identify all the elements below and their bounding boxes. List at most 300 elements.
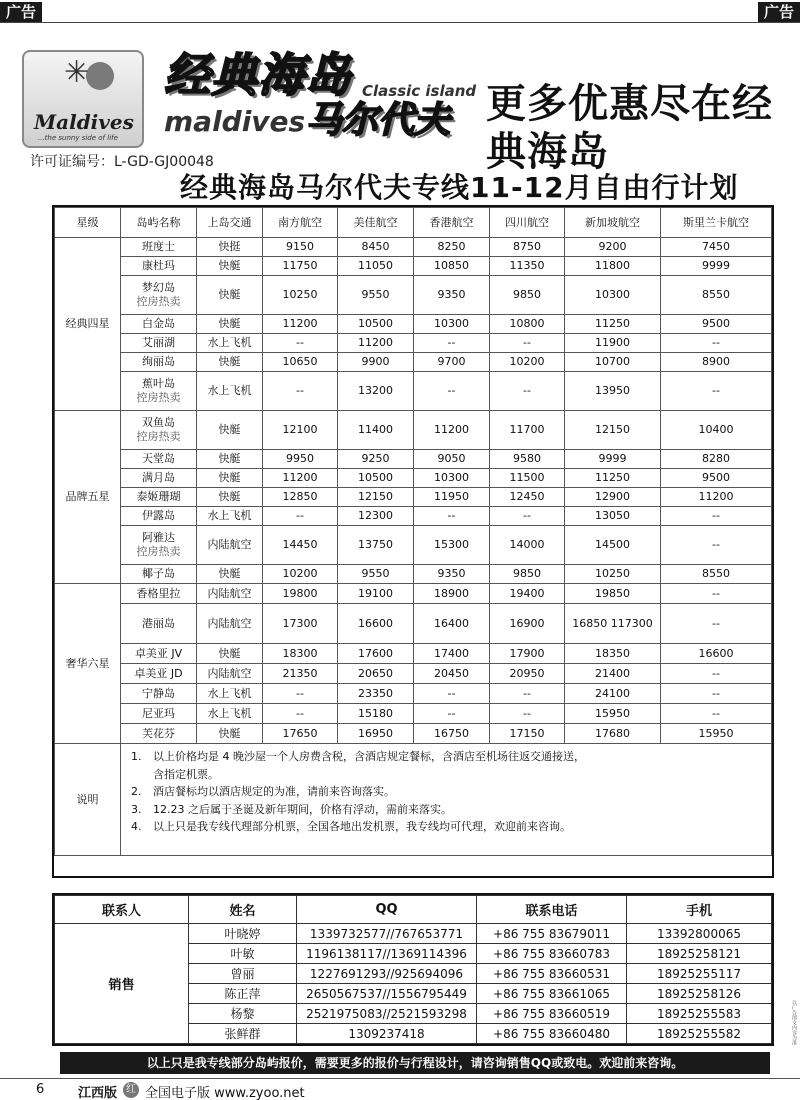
price-cell: -- xyxy=(490,334,565,353)
contact-name: 叶晓婷 xyxy=(189,924,297,944)
contact-phone: +86 755 83660480 xyxy=(477,1024,627,1044)
price-cell: -- xyxy=(490,507,565,526)
price-cell: 11950 xyxy=(414,488,490,507)
price-cell: 11200 xyxy=(263,315,338,334)
price-cell: 16850 117300 xyxy=(565,604,661,644)
price-cell: 15950 xyxy=(661,724,772,744)
price-cell: 11750 xyxy=(263,257,338,276)
island-name: 康杜玛 xyxy=(142,259,175,272)
island-name: 天堂岛 xyxy=(142,452,175,465)
contact-mobile: 13392800065 xyxy=(627,924,772,944)
island-name-cell xyxy=(121,238,197,257)
transport-cell: 水上飞机 xyxy=(197,372,263,411)
island-name-cell xyxy=(121,334,197,353)
edition-label: 江西版 xyxy=(78,1086,118,1100)
price-header-cell: 美佳航空 xyxy=(338,208,414,238)
note-number: 3. xyxy=(131,802,142,816)
price-cell: 18300 xyxy=(263,644,338,664)
transport-cell: 水上飞机 xyxy=(197,507,263,526)
island-name: 芙花芬 xyxy=(142,726,175,740)
footer-banner: 以上只是我专线部分岛屿报价，需要更多的报价与行程设计，请咨询销售QQ或致电。欢迎前来咨询。 xyxy=(60,1052,770,1074)
note-text: 以上只是我专线代理部分机票，全国各地出发机票，我专线均可代理，欢迎前来咨询。 xyxy=(153,820,571,833)
price-header-cell: 岛屿名称 xyxy=(121,208,197,238)
hot-sale-note: 控房热卖 xyxy=(136,545,181,558)
price-cell: 11900 xyxy=(565,334,661,353)
island-name: 满月岛 xyxy=(142,471,175,484)
table-row xyxy=(55,353,772,372)
price-cell: 12100 xyxy=(263,411,338,450)
contact-mobile: 18925255117 xyxy=(627,964,772,984)
note-item xyxy=(131,748,765,766)
price-cell: 12850 xyxy=(263,488,338,507)
island-name: 卓美亚 JV xyxy=(134,646,183,660)
star-rating-cell: 品牌五星 xyxy=(55,411,121,584)
price-cell: 12300 xyxy=(338,507,414,526)
ad-label-left: 广告 xyxy=(0,2,42,22)
transport-cell: 快艇 xyxy=(197,565,263,584)
contact-qq: 1309237418 xyxy=(297,1024,477,1044)
transport-cell: 快艇 xyxy=(197,257,263,276)
price-table xyxy=(54,207,772,856)
price-cell: -- xyxy=(414,704,490,724)
price-cell: 8900 xyxy=(661,353,772,372)
price-cell: 11200 xyxy=(263,469,338,488)
notes-list xyxy=(131,748,765,836)
transport-cell: 快艇 xyxy=(197,353,263,372)
notes-cell xyxy=(121,744,772,856)
contact-name: 叶敏 xyxy=(189,944,297,964)
price-cell: 11400 xyxy=(338,411,414,450)
ad-label-right: 广告 xyxy=(758,2,800,22)
contact-header-cell: 联系人 xyxy=(55,896,189,924)
table-row xyxy=(55,526,772,565)
contact-phone: +86 755 83679011 xyxy=(477,924,627,944)
table-row xyxy=(55,584,772,604)
website-link[interactable]: 全国电子版 www.zyoo.net xyxy=(145,1086,305,1100)
contact-header-cell: 联系电话 xyxy=(477,896,627,924)
price-cell: 10850 xyxy=(414,257,490,276)
price-cell: 11700 xyxy=(490,411,565,450)
price-cell: 11200 xyxy=(414,411,490,450)
table-row xyxy=(55,704,772,724)
price-cell: 14500 xyxy=(565,526,661,565)
price-cell: 11250 xyxy=(565,469,661,488)
price-cell: 9850 xyxy=(490,565,565,584)
price-cell: 9500 xyxy=(661,315,772,334)
price-cell: -- xyxy=(490,704,565,724)
slogan: 更多优惠尽在经典海岛 xyxy=(486,81,773,175)
price-cell: 10300 xyxy=(565,276,661,315)
price-cell: 7450 xyxy=(661,238,772,257)
island-name: 泰姬珊瑚 xyxy=(136,490,181,503)
price-cell: 16900 xyxy=(490,604,565,644)
price-cell: -- xyxy=(263,372,338,411)
price-cell: 18900 xyxy=(414,584,490,604)
contact-name: 陈正萍 xyxy=(189,984,297,1004)
island-name: 双鱼岛 xyxy=(142,416,175,429)
price-cell: 9550 xyxy=(338,276,414,315)
price-cell: 17650 xyxy=(263,724,338,744)
palm-tree-icon: ✳ xyxy=(64,55,90,90)
price-cell: 15180 xyxy=(338,704,414,724)
price-cell: 10800 xyxy=(490,315,565,334)
maldives-logo xyxy=(22,50,144,148)
price-cell: 9200 xyxy=(565,238,661,257)
contact-mobile: 18925258126 xyxy=(627,984,772,1004)
notes-row xyxy=(55,744,772,856)
contact-name: 张鲜群 xyxy=(189,1024,297,1044)
price-cell: -- xyxy=(661,372,772,411)
price-cell: -- xyxy=(661,584,772,604)
price-cell: 15950 xyxy=(565,704,661,724)
price-cell: 10500 xyxy=(338,469,414,488)
price-cell: 13750 xyxy=(338,526,414,565)
contact-name: 杨黎 xyxy=(189,1004,297,1024)
price-cell: 11050 xyxy=(338,257,414,276)
price-header-cell: 上岛交通 xyxy=(197,208,263,238)
price-cell: 14000 xyxy=(490,526,565,565)
island-name: 蕉叶岛 xyxy=(142,377,175,390)
price-cell: 8550 xyxy=(661,565,772,584)
transport-cell: 快艇 xyxy=(197,644,263,664)
island-name-cell xyxy=(121,724,197,744)
transport-cell: 水上飞机 xyxy=(197,684,263,704)
price-cell: 10300 xyxy=(414,315,490,334)
price-cell: 16950 xyxy=(338,724,414,744)
table-row xyxy=(55,488,772,507)
note-text: 以上价格均是 4 晚沙屋一个人房费含税，含酒店规定餐标，含酒店至机场往返交通接送， xyxy=(153,750,585,763)
brand-subtitle-cn: 马尔代夫 xyxy=(306,100,451,141)
price-cell: 10200 xyxy=(490,353,565,372)
price-cell: 8550 xyxy=(661,276,772,315)
table-row xyxy=(55,257,772,276)
island-name-cell xyxy=(121,684,197,704)
price-cell: -- xyxy=(490,372,565,411)
price-cell: -- xyxy=(661,664,772,684)
table-row xyxy=(55,334,772,353)
contact-table xyxy=(54,895,772,1044)
hot-sale-note: 控房热卖 xyxy=(136,295,181,308)
price-cell: 11250 xyxy=(565,315,661,334)
price-header-cell: 四川航空 xyxy=(490,208,565,238)
price-header-row xyxy=(55,208,772,238)
price-cell: -- xyxy=(661,334,772,353)
table-row xyxy=(55,644,772,664)
contact-qq: 1339732577//767653771 xyxy=(297,924,477,944)
price-cell: 10200 xyxy=(263,565,338,584)
price-cell: 18350 xyxy=(565,644,661,664)
price-cell: -- xyxy=(414,334,490,353)
transport-cell: 内陆航空 xyxy=(197,664,263,684)
price-cell: 19800 xyxy=(263,584,338,604)
price-cell: -- xyxy=(661,684,772,704)
island-name: 卓美亚 JD xyxy=(134,666,183,680)
transport-cell: 快挺 xyxy=(197,238,263,257)
price-cell: 19400 xyxy=(490,584,565,604)
price-cell: -- xyxy=(661,704,772,724)
contact-name: 曾丽 xyxy=(189,964,297,984)
transport-cell: 内陆航空 xyxy=(197,526,263,565)
star-rating-cell: 奢华六星 xyxy=(55,584,121,744)
price-cell: 19100 xyxy=(338,584,414,604)
contact-header-cell: 手机 xyxy=(627,896,772,924)
price-cell: 10650 xyxy=(263,353,338,372)
island-name: 梦幻岛 xyxy=(142,281,175,294)
price-cell: 13200 xyxy=(338,372,414,411)
transport-cell: 水上飞机 xyxy=(197,704,263,724)
table-row xyxy=(55,565,772,584)
island-name: 阿雅达 xyxy=(142,531,175,544)
price-cell: 11350 xyxy=(490,257,565,276)
price-cell: 21400 xyxy=(565,664,661,684)
price-cell: 20450 xyxy=(414,664,490,684)
price-cell: 20950 xyxy=(490,664,565,684)
price-header-cell: 星级 xyxy=(55,208,121,238)
price-header-cell: 南方航空 xyxy=(263,208,338,238)
side-disclaimer: 以广告图文内容为准 xyxy=(791,1000,797,1045)
contact-qq: 1196138117//1369114396 xyxy=(297,944,477,964)
price-cell: -- xyxy=(263,507,338,526)
notes-label: 说明 xyxy=(55,744,121,856)
island-name-cell xyxy=(121,450,197,469)
price-cell: 8250 xyxy=(414,238,490,257)
transport-cell: 快艇 xyxy=(197,411,263,450)
price-cell: 10250 xyxy=(565,565,661,584)
price-cell: 24100 xyxy=(565,684,661,704)
price-cell: -- xyxy=(490,684,565,704)
contact-mobile: 18925255583 xyxy=(627,1004,772,1024)
island-name-cell xyxy=(121,604,197,644)
bottom-divider xyxy=(0,1078,800,1079)
island-name-cell xyxy=(121,257,197,276)
contact-row xyxy=(55,924,772,944)
sales-role-cell: 销售 xyxy=(55,924,189,1044)
price-cell: 12150 xyxy=(338,488,414,507)
price-cell: 9500 xyxy=(661,469,772,488)
price-cell: -- xyxy=(661,604,772,644)
transport-cell: 快艇 xyxy=(197,469,263,488)
transport-cell: 快艇 xyxy=(197,276,263,315)
logo-tagline: ...the sunny side of life xyxy=(38,134,118,142)
price-cell: 9250 xyxy=(338,450,414,469)
table-row xyxy=(55,664,772,684)
transport-cell: 快艇 xyxy=(197,488,263,507)
price-cell: -- xyxy=(414,684,490,704)
price-cell: -- xyxy=(263,334,338,353)
price-cell: 17680 xyxy=(565,724,661,744)
hot-sale-note: 控房热卖 xyxy=(136,430,181,443)
price-cell: 11500 xyxy=(490,469,565,488)
island-name-cell xyxy=(121,315,197,334)
price-header-cell: 新加坡航空 xyxy=(565,208,661,238)
contact-qq: 1227691293//925694096 xyxy=(297,964,477,984)
price-cell: 8280 xyxy=(661,450,772,469)
price-cell: 17150 xyxy=(490,724,565,744)
price-cell: 8750 xyxy=(490,238,565,257)
price-cell: 9999 xyxy=(661,257,772,276)
price-header-cell: 斯里兰卡航空 xyxy=(661,208,772,238)
island-name: 白金岛 xyxy=(142,317,175,330)
island-name-cell xyxy=(121,644,197,664)
price-cell: 19850 xyxy=(565,584,661,604)
table-row xyxy=(55,276,772,315)
hot-sale-note: 控房热卖 xyxy=(136,391,181,404)
transport-cell: 内陆航空 xyxy=(197,584,263,604)
price-cell: 9050 xyxy=(414,450,490,469)
star-rating-cell: 经典四星 xyxy=(55,238,121,411)
price-cell: 16400 xyxy=(414,604,490,644)
price-cell: 9950 xyxy=(263,450,338,469)
table-row xyxy=(55,469,772,488)
note-item xyxy=(131,801,765,819)
price-cell: 11200 xyxy=(338,334,414,353)
price-cell: 12150 xyxy=(565,411,661,450)
price-cell: 9150 xyxy=(263,238,338,257)
price-cell: 20650 xyxy=(338,664,414,684)
price-cell: 12450 xyxy=(490,488,565,507)
note-text: 酒店餐标均以酒店规定的为准，请前来咨询落实。 xyxy=(153,785,395,798)
table-row xyxy=(55,411,772,450)
table-row xyxy=(55,450,772,469)
table-row xyxy=(55,238,772,257)
contact-table-box xyxy=(52,893,774,1046)
island-name-cell xyxy=(121,664,197,684)
brand-subtitle-en: maldives xyxy=(164,105,306,138)
island-name-cell xyxy=(121,704,197,724)
price-cell: 9550 xyxy=(338,565,414,584)
transport-cell: 快艇 xyxy=(197,315,263,334)
price-cell: 17600 xyxy=(338,644,414,664)
transport-cell: 水上飞机 xyxy=(197,334,263,353)
contact-phone: +86 755 83661065 xyxy=(477,984,627,1004)
price-cell: 11800 xyxy=(565,257,661,276)
transport-cell: 内陆航空 xyxy=(197,604,263,644)
transport-cell: 快艇 xyxy=(197,724,263,744)
island-name: 宁静岛 xyxy=(142,686,175,700)
page-title: 经典海岛马尔代夫专线11-12月自由行计划 xyxy=(180,171,739,204)
price-cell: 11200 xyxy=(661,488,772,507)
island-name-cell xyxy=(121,276,197,315)
contact-header-row xyxy=(55,896,772,924)
price-cell: 9700 xyxy=(414,353,490,372)
island-name: 伊露岛 xyxy=(142,509,175,522)
island-name-cell xyxy=(121,469,197,488)
price-cell: 10500 xyxy=(338,315,414,334)
transport-cell: 快艇 xyxy=(197,450,263,469)
price-cell: 12900 xyxy=(565,488,661,507)
price-cell: -- xyxy=(263,684,338,704)
island-name-cell xyxy=(121,584,197,604)
price-cell: -- xyxy=(414,507,490,526)
note-text: 12.23 之后属于圣诞及新年期间，价格有浮动，需前来落实。 xyxy=(153,802,452,816)
price-cell: 9999 xyxy=(565,450,661,469)
table-row xyxy=(55,315,772,334)
logo-word: Maldives xyxy=(34,110,134,134)
island-name: 香格里拉 xyxy=(136,586,181,600)
brand-title-en: Classic island xyxy=(362,82,477,100)
table-row xyxy=(55,372,772,411)
price-cell: -- xyxy=(661,507,772,526)
price-cell: 17900 xyxy=(490,644,565,664)
price-cell: 21350 xyxy=(263,664,338,684)
price-cell: 16600 xyxy=(661,644,772,664)
island-name: 班度士 xyxy=(142,240,175,253)
island-name-cell xyxy=(121,488,197,507)
island-name: 艾丽湖 xyxy=(142,336,175,349)
price-cell: 10250 xyxy=(263,276,338,315)
price-cell: 10700 xyxy=(565,353,661,372)
contact-header-cell: 姓名 xyxy=(189,896,297,924)
contact-qq: 2521975083//2521593298 xyxy=(297,1004,477,1024)
contact-header-cell: QQ xyxy=(297,896,477,924)
price-table-box xyxy=(52,205,774,878)
table-row xyxy=(55,507,772,526)
note-continuation: 含指定机票。 xyxy=(153,767,219,781)
price-cell: 9350 xyxy=(414,276,490,315)
price-cell: 13950 xyxy=(565,372,661,411)
note-item xyxy=(131,783,765,801)
brand-title-cn: 经典海岛 xyxy=(164,48,352,102)
price-cell: 23350 xyxy=(338,684,414,704)
contact-phone: +86 755 83660531 xyxy=(477,964,627,984)
price-cell: 9580 xyxy=(490,450,565,469)
island-name: 港丽岛 xyxy=(142,616,175,630)
price-cell: 14450 xyxy=(263,526,338,565)
table-row xyxy=(55,724,772,744)
contact-phone: +86 755 83660783 xyxy=(477,944,627,964)
license-number: 许可证编号：L-GD-GJ00048 xyxy=(30,154,214,170)
island-name-cell xyxy=(121,565,197,584)
price-cell: -- xyxy=(414,372,490,411)
price-cell: 13050 xyxy=(565,507,661,526)
island-name-cell xyxy=(121,372,197,411)
note-number: 4. xyxy=(131,820,142,833)
price-cell: 17400 xyxy=(414,644,490,664)
sun-icon xyxy=(86,62,114,90)
page-number: 6 xyxy=(36,1082,45,1097)
island-name: 尼亚玛 xyxy=(142,706,175,720)
price-cell: -- xyxy=(661,526,772,565)
note-item xyxy=(131,818,765,836)
island-name-cell xyxy=(121,507,197,526)
price-cell: 17300 xyxy=(263,604,338,644)
contact-mobile: 18925255582 xyxy=(627,1024,772,1044)
price-cell: 10300 xyxy=(414,469,490,488)
red-badge-icon: 红 xyxy=(123,1082,139,1098)
price-cell: 9850 xyxy=(490,276,565,315)
contact-phone: +86 755 83660519 xyxy=(477,1004,627,1024)
price-cell: 10400 xyxy=(661,411,772,450)
island-name-cell xyxy=(121,353,197,372)
price-cell: 9900 xyxy=(338,353,414,372)
contact-mobile: 18925258121 xyxy=(627,944,772,964)
price-cell: 8450 xyxy=(338,238,414,257)
top-divider xyxy=(0,22,800,23)
price-cell: 16750 xyxy=(414,724,490,744)
island-name-cell xyxy=(121,411,197,450)
price-header-cell: 香港航空 xyxy=(414,208,490,238)
table-row xyxy=(55,684,772,704)
note-number: 1. xyxy=(131,750,142,763)
contact-qq: 2650567537//1556795449 xyxy=(297,984,477,1004)
note-number: 2. xyxy=(131,785,142,798)
island-name: 绚丽岛 xyxy=(142,355,175,368)
table-row xyxy=(55,604,772,644)
island-name-cell xyxy=(121,526,197,565)
island-name: 椰子岛 xyxy=(142,567,175,580)
price-cell: 16600 xyxy=(338,604,414,644)
price-cell: 15300 xyxy=(414,526,490,565)
